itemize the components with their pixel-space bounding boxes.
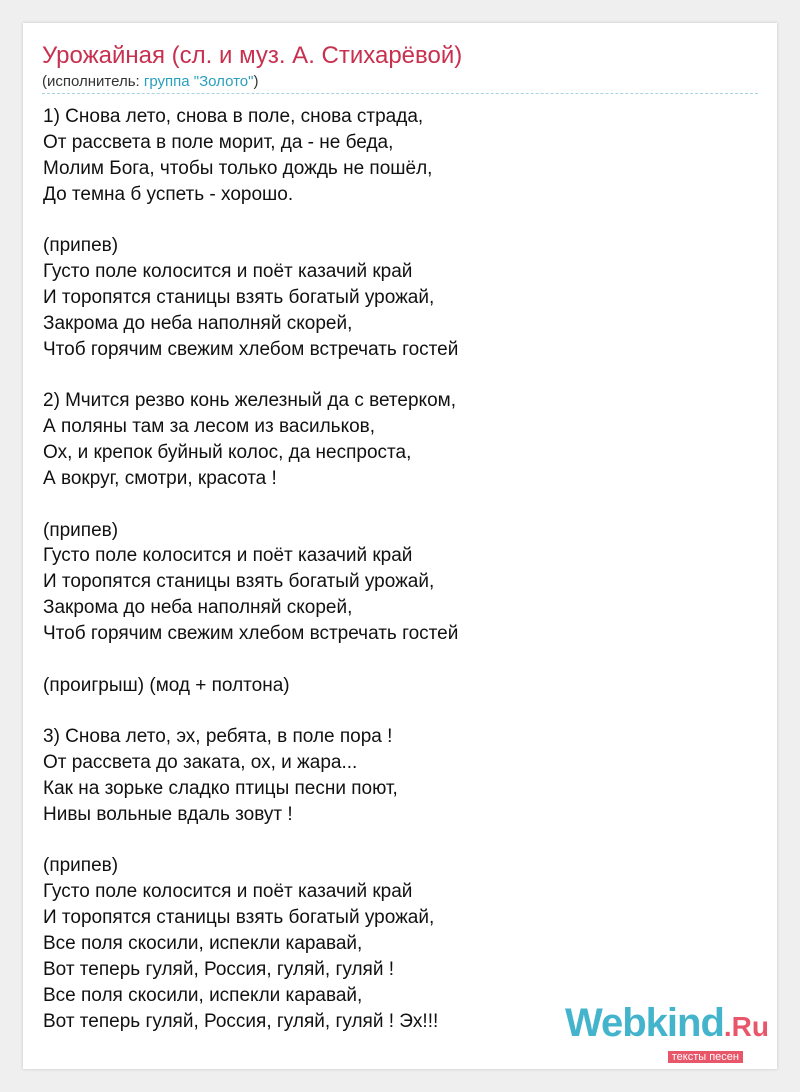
lyric-line: Чтоб горячим свежим хлебом встречать гостей [43,622,459,644]
performer-prefix: (исполнитель: [42,73,144,90]
lyric-line: От рассвета в поле морит, да - не беда, [43,131,394,153]
lyric-line: (проигрыш) (мод + полтона) [43,674,290,696]
lyric-line: Вот теперь гуляй, Россия, гуляй, гуляй ! [43,958,394,980]
lyric-line: Все поля скосили, испекли каравай, [43,984,363,1006]
stanza-gap [43,207,458,233]
lyric-line: (припев) [43,235,119,257]
lyric-line: 1) Снова лето, снова в поле, снова страда, [43,106,424,127]
stanza-gap [43,828,458,854]
lyrics-body [43,104,458,1034]
lyric-line: Закрома до неба наполняй скорей, [43,597,353,619]
logo-tld: Ru [731,1011,769,1042]
title-divider [42,93,758,94]
lyric-line: Нивы вольные вдаль зовут ! [43,803,293,825]
lyric-line: Густо поле колосится и поёт казачий край [43,545,413,567]
webkind-logo[interactable] [565,1003,769,1065]
lyric-line: И торопятся станицы взять богатый урожай, [43,907,435,929]
performer-suffix: ) [253,73,259,90]
lyric-line: До темна б успеть - хорошо. [43,183,294,205]
lyric-line: Как на зорьке сладко птицы песни поют, [43,777,398,799]
logo-wordmark [565,1003,769,1047]
lyric-line: Чтоб горячим свежим хлебом встречать гостей [43,338,459,360]
lyric-line: Ох, и крепок буйный колос, да неспроста, [43,441,412,463]
lyric-line: Закрома до неба наполняй скорей, [43,312,353,334]
stanza-gap [43,698,458,724]
lyric-line: И торопятся станицы взять богатый урожай, [43,571,435,593]
lyric-line: Густо поле колосится и поёт казачий край [43,261,413,283]
lyric-line: (припев) [43,855,119,877]
lyric-line: И торопятся станицы взять богатый урожай, [43,286,435,308]
lyric-line: Вот теперь гуляй, Россия, гуляй, гуляй ! Эх!!! [43,1010,439,1032]
lyric-line: Густо поле колосится и поёт казачий край [43,881,413,903]
lyric-line: От рассвета до заката, ох, и жара... [43,752,358,774]
stanza-gap [43,647,458,673]
lyric-line: 2) Мчится резво конь железный да с ветерком, [43,390,456,412]
lyric-line: Все поля скосили, испекли каравай, [43,933,363,954]
stanza-gap [43,492,458,518]
lyric-line: Молим Бога, чтобы только дождь не пошёл, [43,157,433,179]
song-title: Урожайная (сл. и муз. А. Стихарёвой) [42,42,463,69]
performer-line [42,72,258,92]
logo-tagline: тексты песен [668,1051,743,1063]
logo-brand: Webkind [564,1001,724,1045]
stanza-gap [43,362,458,388]
lyrics-sheet [23,23,777,1069]
logo-dot: . [723,1011,732,1042]
performer-link[interactable]: группа "Золото" [143,73,254,90]
lyric-line: А поляны там за лесом из васильков, [43,416,376,438]
lyric-line: (припев) [43,519,119,541]
lyric-line: А вокруг, смотри, красота ! [43,467,277,489]
lyric-line: 3) Снова лето, эх, ребята, в поле пора ! [43,726,393,748]
